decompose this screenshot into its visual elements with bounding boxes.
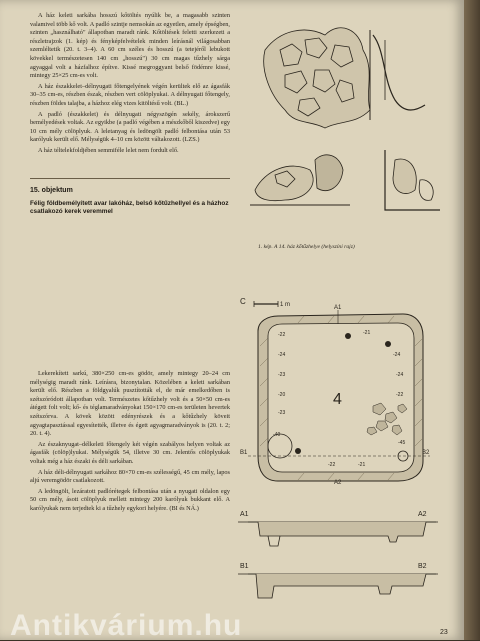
section-label: B1 (240, 450, 248, 456)
book-edge (464, 0, 480, 640)
posthole (295, 448, 301, 454)
paragraph: Lekerekített sarkú, 380×250 cm-es gödör, amely mintegy 20–24 cm mélységig maradt ránk. Leírásra, bizonytalan. Közelében a keleti sarkában került elő. Részben a földgyalúk pusztították el, de már emelkedőben is szétszóródott állapotban volt. Természetes kőtűzhely volt és a 50×50 cm-es átégett folt volt; kő- és téglamaradványokat 150×170 cm-es területen hevertek szétszórva. A kövek között edényrészek és a kőtűzhely köveit agyagtapasztással egyesítették, illetve és égett agyagmaradványok is (20. t. 2; 20. t. 4). (30, 370, 230, 438)
svg-text:-22: -22 (278, 332, 286, 338)
paragraph: A ház északkelet–délnyugati főtengelyének végén kerültek elő az ágasfák 30–35 cm-es, részben észak, részben vert cölöplyukai. A délnyugati főtengely, részben földes talajba, a házhoz elég vizes kitöltésű volt. (BL.) (30, 82, 230, 107)
paragraph: A ház déli-délnyugati sarkához 80×70 cm-es szélességű, 45 cm mély, lapos aljú veremgödör csatlakozott. (30, 468, 230, 485)
plan-letter-c: C (240, 297, 246, 306)
svg-text:-24: -24 (396, 372, 404, 378)
object-subtitle: Félig földbemélyített avar lakóház, belső kőtűzhellyel és a házhoz csatlakozó kerek veremmel (30, 199, 229, 215)
svg-text:-40: -40 (273, 432, 281, 438)
house-plan (238, 296, 438, 486)
svg-text:1 m: 1 m (280, 302, 291, 308)
house-number: 4 (333, 391, 342, 408)
posthole (345, 333, 351, 339)
object-text-column (30, 370, 230, 516)
section-label: A2 (334, 480, 342, 486)
section-label: B2 (422, 450, 430, 456)
section-label: A1 (240, 511, 249, 518)
section-label: A1 (334, 305, 342, 311)
scale-bar (254, 301, 290, 308)
section-label: A2 (418, 511, 427, 518)
section-profiles (238, 506, 438, 606)
svg-text:-22: -22 (328, 462, 336, 468)
left-text-column (30, 12, 230, 224)
paragraph: A ledöngölt, lezáratott padlórétegek felbontása után a nyugati oldalon egy 50 cm mély, ásott cölöplyuk mellett mintegy 200 karólyuk bukkant elő. A karólyukak nem terjedtek ki a tűzhely egykori helyére. (BI és NÁ.) (30, 487, 230, 512)
hearth-drawing (245, 10, 445, 240)
svg-text:-45: -45 (398, 440, 406, 446)
paragraph: A ház keleti sarkába hosszú kőtöltés nyúlik be, a magasabb szinten valamivel több kő volt. A padló szintje nemsokán az egyetlen, amely épségben, szinten „használható" állapotban maradt ránk. Kőtöltések feletti szerkezeti a részletrajzok (1. kép) és fényképfelvételek minden leírásnál világosabban szemléltetik (20. t. 3–4). A 60 cm széles és hosszú (a tetejéről lebukott kövekkel természetesen 140 cm „hosszú") 30 cm magas tűzhely sárga agyaggal volt a házfalhoz építve. Kissé megroggyant belső födémre kissé, mintegy 25×25 cm-es volt. (30, 12, 230, 80)
page-number: 23 (440, 629, 448, 636)
svg-text:-24: -24 (278, 352, 286, 358)
svg-text:-24: -24 (393, 352, 401, 358)
section-label: B1 (240, 563, 249, 570)
watermark: Antikvárium.hu (10, 611, 243, 641)
svg-text:-20: -20 (278, 392, 286, 398)
paragraph: A padló (északkelet) és délnyugati négyszögén sekély, árokszerű bemélyedések voltak. Az egyikbe (a padló végében a mészkőből kiszedve) egy 10 cm mély cölöplyuk. A leletanyag és ledöngölt padló felbontása után 53 karólyuk került elő. Mélységük 4–10 cm között váltakozott. (LZS.) (30, 110, 230, 144)
posthole (385, 341, 391, 347)
svg-text:-23: -23 (278, 410, 286, 416)
svg-text:-22: -22 (396, 392, 404, 398)
paragraph: A ház téltelekfoldjében semmiféle lelet nem fordult elő. (38, 146, 179, 154)
section-divider (30, 178, 230, 179)
paragraph: Az északnyugat–délkeleti főtengely két végén szabályos helyen voltak az ágasfák (cölöp)lyukai. Mélységük 54, illetve 30 cm. Jelentős cölöplyukak voltak még a ház északi és déli sarkában. (30, 440, 230, 465)
svg-text:-23: -23 (278, 372, 286, 378)
object-title: 15. objektum (30, 186, 73, 194)
figure-caption: 1. kép. A 14. ház kőtűzhelye (helyszíni rajz) (258, 244, 355, 250)
svg-text:-21: -21 (363, 330, 371, 336)
section-label: B2 (418, 563, 427, 570)
svg-text:-21: -21 (358, 462, 366, 468)
